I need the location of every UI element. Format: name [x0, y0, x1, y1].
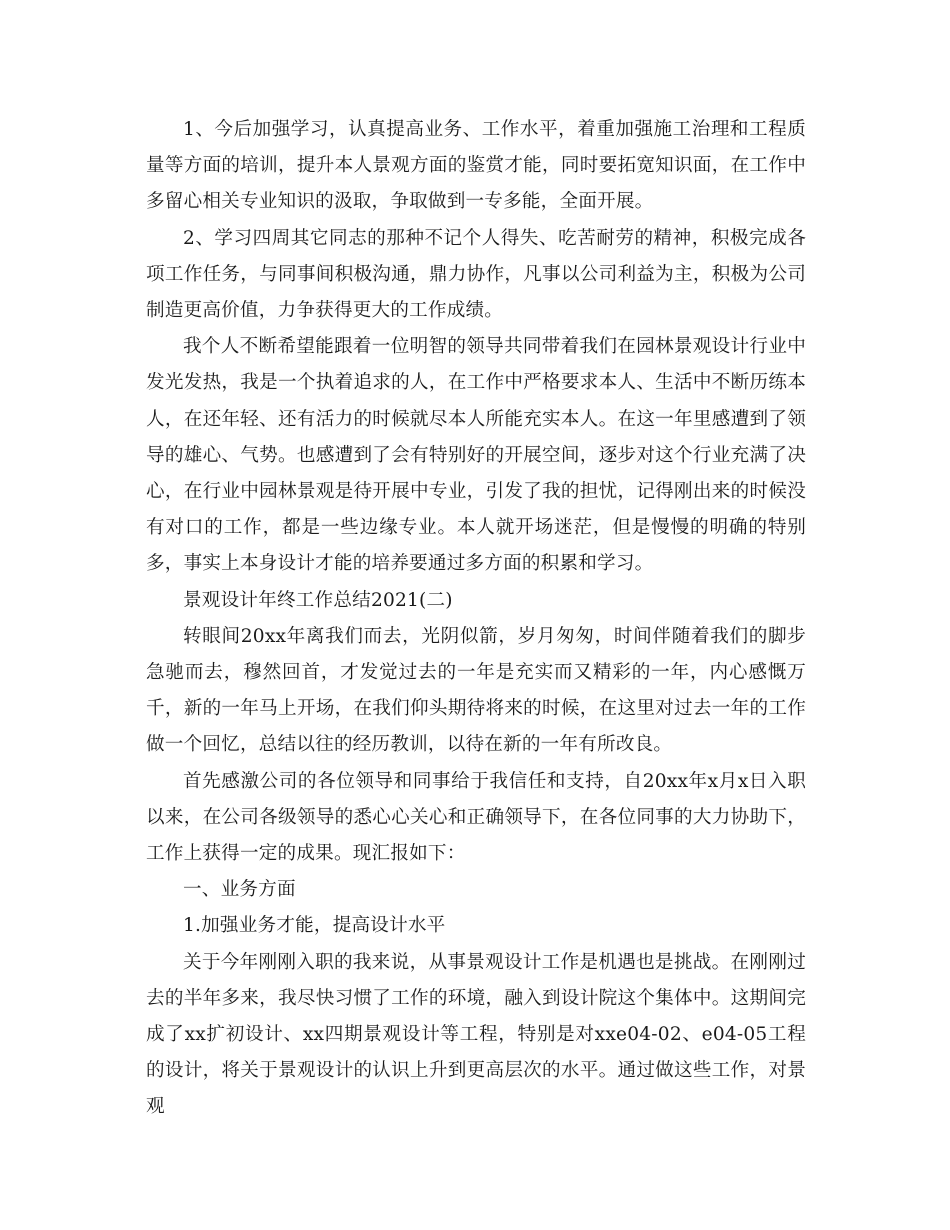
paragraph-design-work: 关于今年刚刚入职的我来说，从事景观设计工作是机遇也是挑战。在刚刚过去的半年多来，我尽快习惯了工作的环境，融入到设计院这个集体中。这期间完成了xx扩初设计、xx四期景观设计等工程，特别是对xxe04-02、e04-05工程的设计，将关于景观设计的认识上升到更高层次的水平。通过做这些工作，对景观: [146, 951, 806, 1118]
paragraph-teamwork: 2、学习四周其它同志的那种不记个人得失、吃苦耐劳的精神，积极完成各项工作任务，与同事间积极沟通，鼎力协作，凡事以公司利益为主，积极为公司制造更高价值，力争获得更大的工作成绩。: [146, 227, 806, 322]
paragraph-thanks: 首先感激公司的各位领导和同事给于我信任和支持，自20xx年x月x日入职以来，在公司各级领导的悉心心关心和正确领导下，在各位同事的大力协助下，工作上获得一定的成果。现汇报如下：: [146, 770, 806, 865]
document-body: [146, 112, 806, 1126]
paragraph-personal-reflection: 我个人不断希望能跟着一位明智的领导共同带着我们在园林景观设计行业中发光发热，我是一个执着追求的人，在工作中严格要求本人、生活中不断历练本人，在还年轻、还有活力的时候就尽本人所能充实本人。在这一年里感遭到了领导的雄心、气势。也感遭到了会有特别好的开展空间，逐步对这个行业充满了决心，在行业中园林景观是待开展中专业，引发了我的担忧，记得刚出来的时候没有对口的工作，都是一些边缘专业。本人就开场迷茫，但是慢慢的明确的特别多，事实上本身设计才能的培养要通过多方面的积累和学习。: [146, 336, 806, 575]
section-title: 景观设计年终工作总结2021(二): [183, 589, 453, 611]
subsection-title-design-skill: 1.加强业务才能，提高设计水平: [183, 915, 446, 937]
subsection-title-business: 一、业务方面: [183, 879, 296, 901]
paragraph-study-plan: 1、今后加强学习，认真提高业务、工作水平，着重加强施工治理和工程质量等方面的培训，提升本人景观方面的鉴赏才能，同时要拓宽知识面，在工作中多留心相关专业知识的汲取，争取做到一专多能，全面开展。: [146, 119, 806, 213]
paragraph-year-review: 转眼间20xx年离我们而去，光阴似箭，岁月匆匆，时间伴随着我们的脚步急驰而去，穆然回首，才发觉过去的一年是充实而又精彩的一年，内心感慨万千，新的一年马上开场，在我们仰头期待将来的时候，在这里对过去一年的工作做一个回忆，总结以往的经历教训，以待在新的一年有所改良。: [146, 625, 806, 756]
